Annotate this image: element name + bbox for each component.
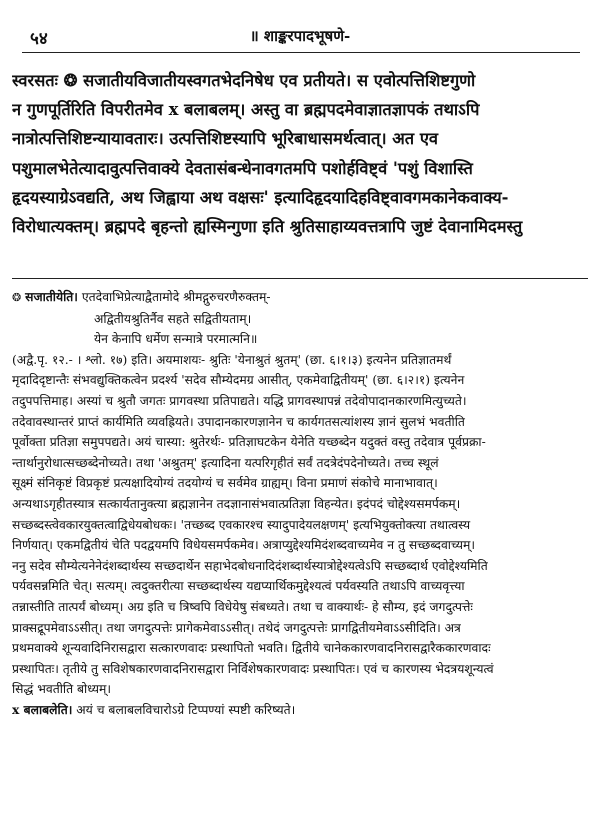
footnotes (12, 287, 584, 720)
page-number: ५४ (30, 29, 48, 49)
note-line: मृदादिदृष्टान्तैः संभवद्युक्तिकत्वेन प्रदर्श्य 'सदेव सौम्येदमग्र आसीत्, एकमेवाद्वितीयम्' (छा. ६।२।१) इत्यनेन (12, 373, 465, 388)
note-intro-text: एतदेवाभिप्रेत्याद्वैतामोदे श्रीमद्गुरुचरणैरुक्तम्- (77, 290, 271, 304)
note-line: प्रथमवाक्ये शून्यवादिनिरासद्वारा सत्कारणवादः प्रस्थापितो भवति। द्वितीये चानेककारणवादनिरासद्वारैककारणवादः (12, 641, 491, 656)
main-line: विरोधात्यक्तम्। ब्रह्मपदे बृहन्तो ह्यस्मिन्गुणा इति श्रुतिसाहाय्यवत्तत्रापि जुष्टं देवानामिदमस्तु (12, 217, 523, 237)
running-title: ॥ शाङ्करपादभूषणे- (249, 27, 351, 45)
note-line: पूर्वोक्ता प्रतिज्ञा समुपपद्यते। अयं चास्या: श्रुतेरर्थः- प्रतिज्ञाघटकेन येनेति यच्छब्देन यदुक्तं वस्तु तदेवात्र पूर्वप्रक्रा- (12, 435, 486, 450)
main-line: स्वरसतः ❂ सजातीयविजातीयस्वगतभेदनिषेध एव प्रतीयते। स एवोत्पत्तिशिष्टगुणो (12, 71, 476, 90)
main-line: पशुमालभेतेत्यादावुत्पत्तिवाक्ये देवतासंबन्धेनावगतमपि पशोर्हविष्ट्वं 'पशुं विशास्ति (12, 158, 473, 178)
main-paragraph (12, 66, 584, 241)
main-line: न गुणपूर्तिरिति विपरीतमेव x बलाबलम्। अस्तु वा ब्रह्मपदमेवाज्ञातज्ञापकं तथाऽपि (12, 100, 480, 120)
main-text (12, 66, 584, 241)
verse-line: येन केनापि धर्मेण सन्मात्रे परमात्मनि॥ (94, 332, 258, 347)
note-line: (अद्वै.पृ. १२.- । श्लो. १७) इति। अयमाशयः- श्रुतिः 'येनाश्रुतं श्रुतम्' (छा. ६।१।३) इत्यनेन प्रतिज्ञातमर्थं (12, 352, 452, 367)
page-header (0, 24, 600, 50)
note-line: निर्णयात्। एकमद्वितीयं चेति पदद्वयमपि विधेयसमर्पकमेव। अत्राप्युद्देश्यमिदंशब्दवाच्यमेव न तु सच्छब्दवाच्यम्। (12, 538, 475, 553)
note-line: तदुपपत्तिमाह। अस्यां च श्रुतौ जगतः प्रागवस्था प्रतिपाद्यते। यद्धि प्रागवस्थापन्नं तदेवोपादानकारणमित्युच्यते। (12, 393, 467, 408)
note-line: प्राक्सद्रूपमेवाऽऽसीत्। तथा जगदुत्पत्तेः प्रागेकमेवाऽऽसीत्। तथेदं जगदुत्पत्तेः प्रागद्वितीयमेवाऽऽसीदिति। अत्र (12, 620, 461, 635)
note-line: अन्यथाऽगृहीतस्यात्र सत्कार्यतानुक्त्या ब्रह्मज्ञानेन तदज्ञानासंभवात्प्रतिज्ञा विहन्येत। इदंपदं चोद्देश्यसमर्पकम्। (12, 496, 461, 511)
note-intro (12, 287, 584, 309)
verse-line: अद्वितीयश्रुतिर्नैव सहते सद्वितीयताम्। (94, 311, 252, 326)
note-line: पर्यवसन्नमिति चेत्। सत्यम्। त्वदुक्तरीत्या सच्छब्दार्थस्य यद्यप्यार्थिकमुद्देश्यत्वं पर्यवस्यति तथाऽपि वाच्यवृत्त्या (12, 579, 465, 594)
note-line: ननु सदेव सौम्येत्यनेनेदंशब्दार्थस्य सच्छदार्थेन सहाभेदबोधनादिदंशब्दार्थस्यात्रोद्देश्यत्वेऽपि सच्छब्दार्थ एवोद्देश्यमिति (12, 558, 488, 573)
final-note-text: अयं च बलाबलविचारोऽग्रे टिप्पण्यां स्पष्टी करिष्यते। (72, 702, 296, 717)
main-line: हृदयस्याग्रेऽवद्यति, अथ जिह्वाया अथ वक्षसः' इत्यादिहृदयादिहविष्ट्वावगमकानेकवाक्य- (12, 187, 509, 207)
final-note (12, 700, 584, 721)
footnote-divider (12, 278, 588, 279)
final-note-label: x बलाबलेति। (12, 701, 73, 717)
note-line: सच्छब्दस्त्वेवकारयुक्तत्वाद्विधेयबोधकः। 'तच्छब्द एवकारश्च स्यादुपादेयलक्षणम्' इत्यभियुक्तोक्त्या तथात्वस्य (12, 517, 471, 532)
note-label: सजातीयेति। (25, 289, 78, 304)
note-line: न्तार्थानुरोधात्सच्छब्देनोच्यते। तथा 'अश्रुतम्' इत्यादिना यत्परिगृहीतं सर्वं तदत्रेदंपदेनोच्यते। तच्च स्थूलं (12, 455, 439, 470)
note-line: सिद्धं भवतीति बोध्यम्। (12, 682, 111, 697)
note-line: सूक्ष्मं संनिकृष्टं विप्रकृष्टं प्रत्यक्षादियोग्यं तदयोग्यं च सर्वमेव ग्राह्यम्। विना प्रमाणं संकोचे मानाभावात्। (12, 476, 438, 491)
note-line: प्रस्थापितः। तृतीये तु सविशेषकारणवादनिरासद्वारा निर्विशेषकारणवादः प्रस्थापितः। एवं च कारणस्य भेदत्रयशून्यत्वं (12, 661, 494, 676)
verse-quote (12, 309, 584, 350)
main-line: नात्रोत्पत्तिशिष्टन्यायावतारः। उत्पत्तिशिष्टस्यापि भूरिबाधासमर्थत्वात्। अत एव (12, 129, 438, 149)
note-line: तदेवावस्थान्तरं प्राप्तं कार्यमिति व्यवह्रियते। उपादानकारणज्ञानेन च कार्यगतसत्यांशस्य ज्ञानं सुलभं भवतीति (12, 414, 465, 429)
note-line: तन्नास्तीति तात्पर्यं बोध्यम्। अग्र इति च त्रिष्वपि विधेयेषु संबध्यते। तथा च वाक्यार्थः- हे सौम्य, इदं जगदुत्पत्तेः (12, 599, 473, 614)
note-marker: ❂ (12, 291, 22, 304)
header-rule (22, 52, 580, 53)
